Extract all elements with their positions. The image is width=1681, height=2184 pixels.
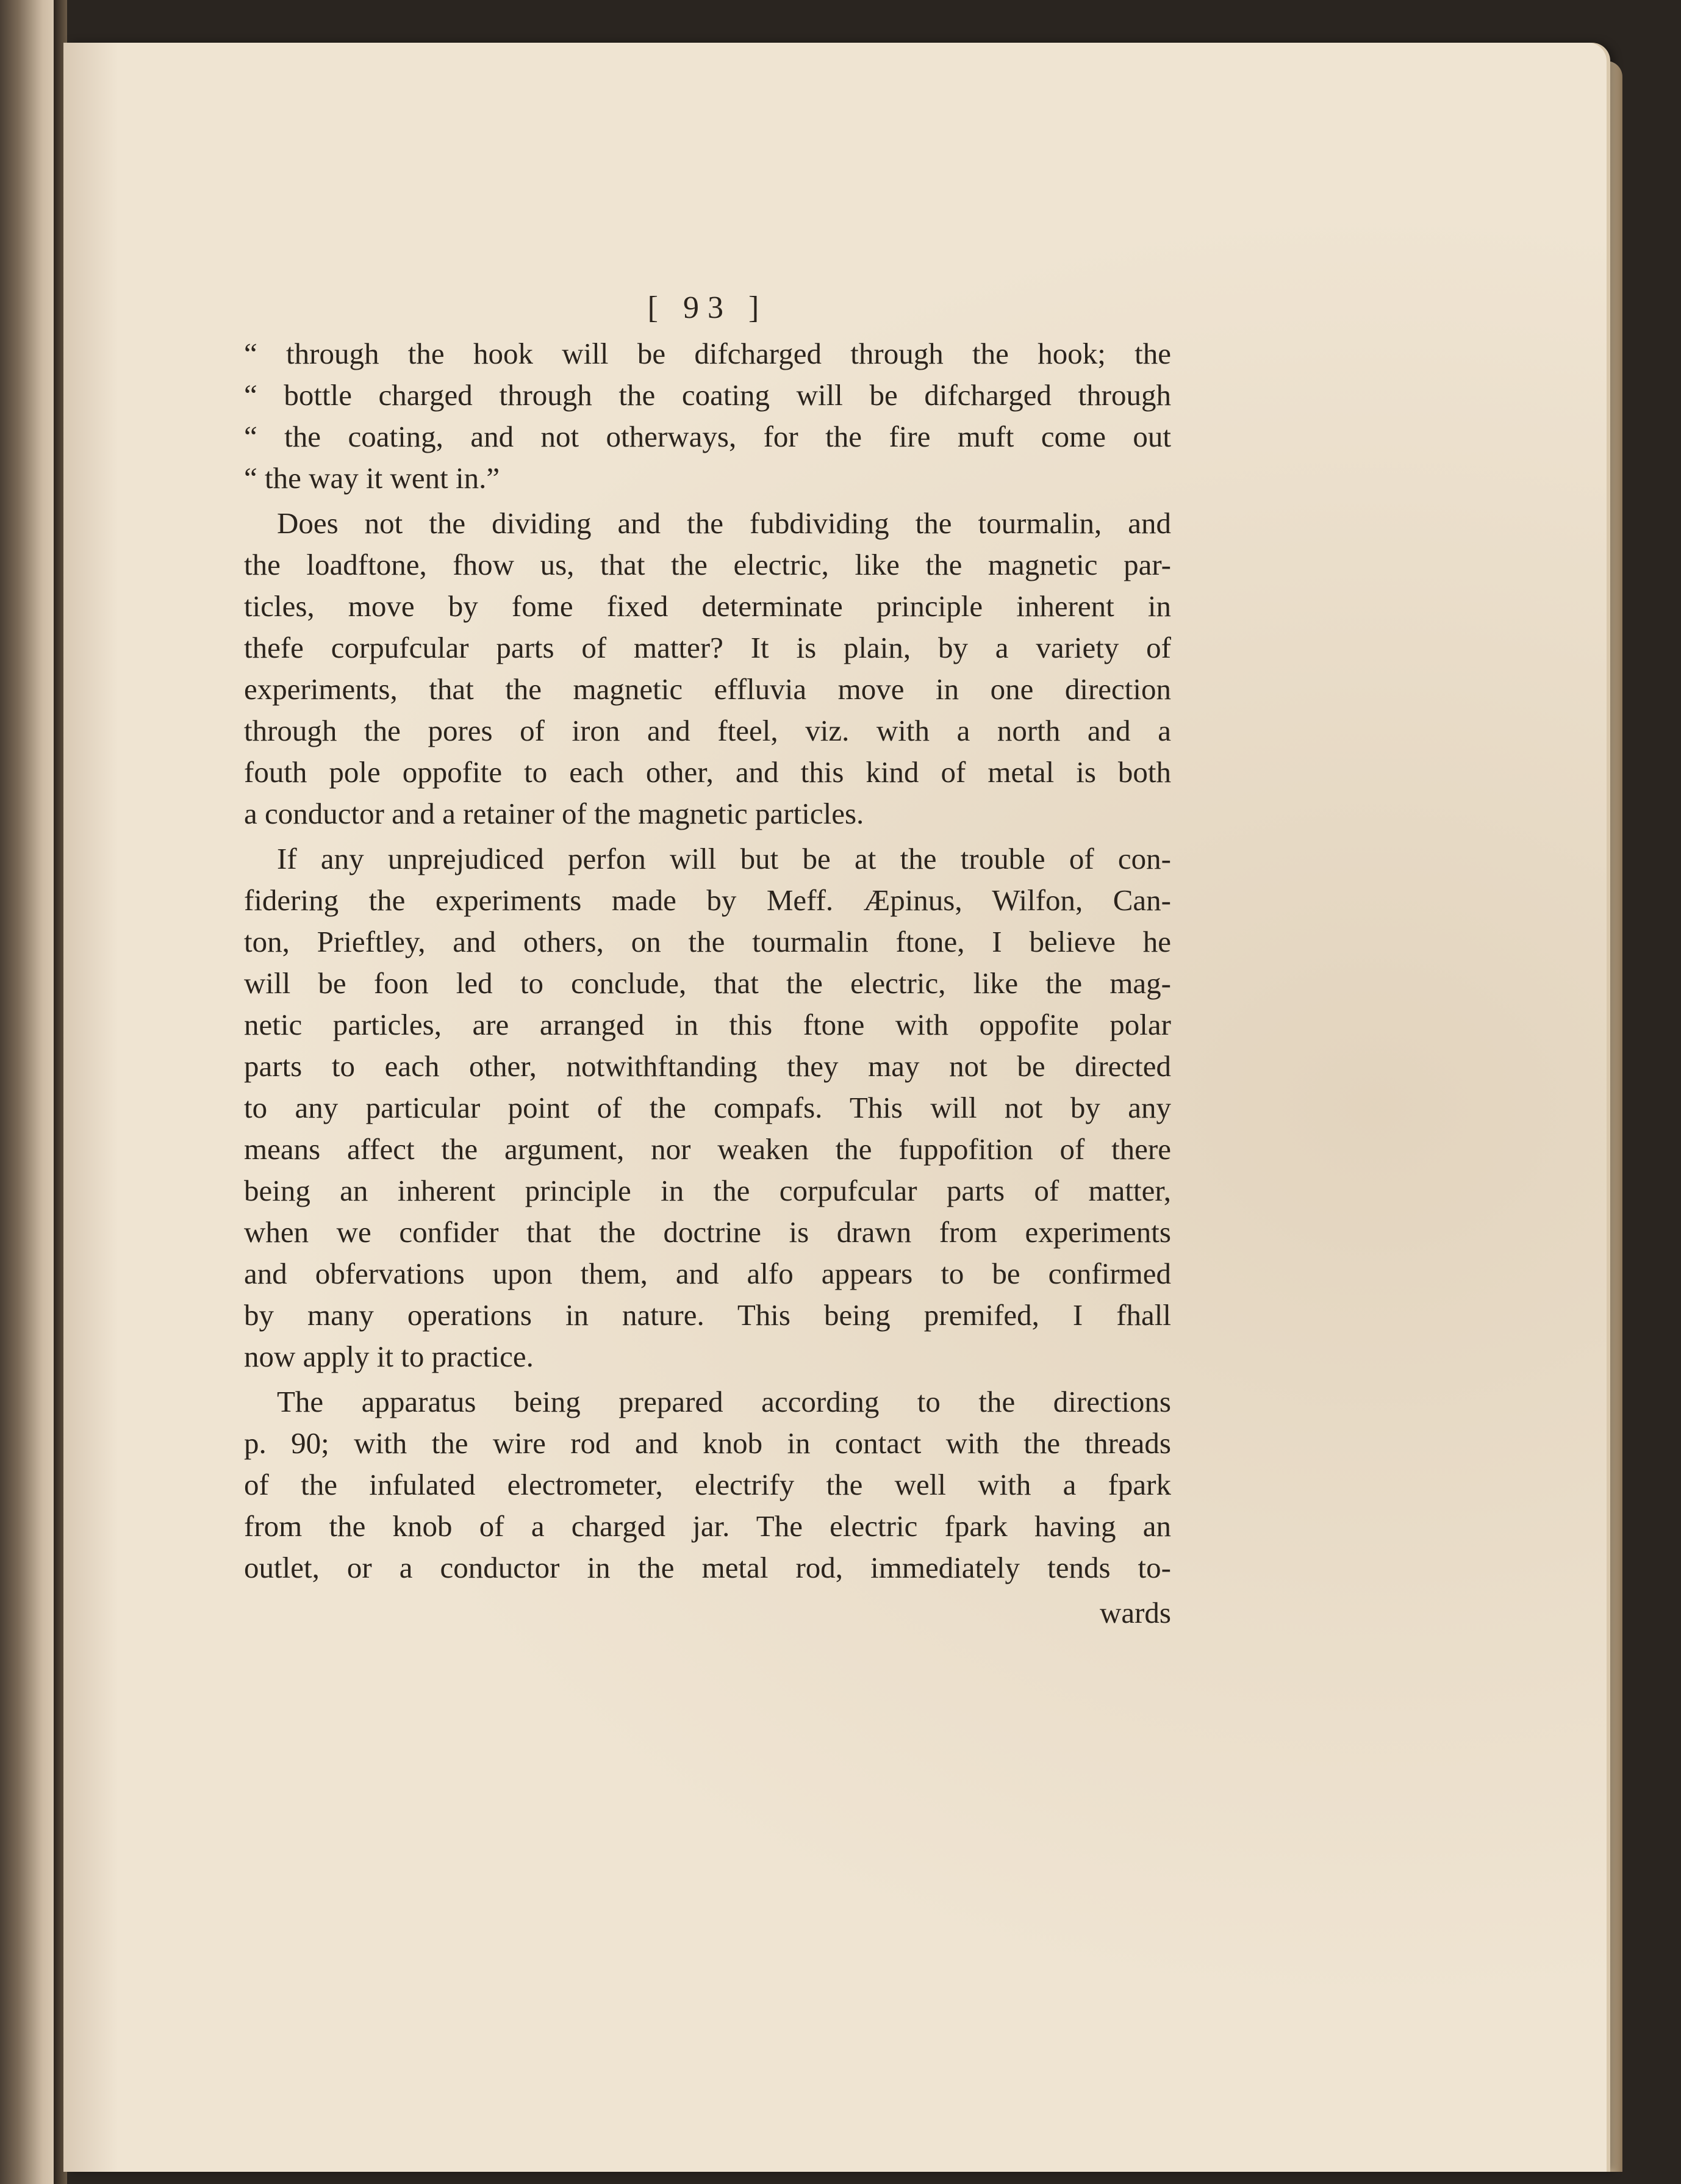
text-line: to any particular point of the compafs. This will not by any [244, 1091, 1171, 1124]
text-line: will be foon led to conclude, that the electric, like the mag- [244, 966, 1171, 1000]
paragraph-experiments [244, 838, 1171, 1378]
text-line: thefe corpufcular parts of matter? It is plain, by a variety of [244, 631, 1171, 664]
text-line: The apparatus being prepared according to the directions [277, 1385, 1171, 1418]
text-line: ton, Prieftley, and others, on the tourmalin ftone, I believe he [244, 925, 1171, 958]
text-line: “ the coating, and not otherways, for the fire muft come out [244, 420, 1171, 453]
text-line: by many operations in nature. This being premifed, I fhall [244, 1298, 1171, 1332]
text-line: parts to each other, notwithftanding they may not be directed [244, 1049, 1171, 1083]
text-line: and obfervations upon them, and alfo appears to be confirmed [244, 1257, 1171, 1290]
text-line: experiments, that the magnetic effluvia move in one direction [244, 672, 1171, 706]
text-line: fouth pole oppofite to each other, and this kind of metal is both [244, 755, 1171, 789]
text-line: netic particles, are arranged in this ftone with oppofite polar [244, 1008, 1171, 1041]
text-line: fidering the experiments made by Meff. Æpinus, Wilfon, Can- [244, 883, 1171, 917]
text-line: a conductor and a retainer of the magnetic particles. [244, 797, 864, 830]
text-line: of the infulated electrometer, electrify the well with a fpark [244, 1468, 1171, 1501]
paragraph-apparatus [244, 1381, 1171, 1589]
text-line: “ bottle charged through the coating will be difcharged through [244, 378, 1171, 412]
text-line: “ the way it went in.” [244, 461, 500, 495]
text-line: outlet, or a conductor in the metal rod, immediately tends to- [244, 1551, 1171, 1584]
text-line: through the pores of iron and fteel, viz. with a north and a [244, 714, 1171, 747]
page-text [244, 287, 1171, 1634]
text-line: If any unprejudiced perfon will but be at the trouble of con- [277, 842, 1171, 875]
text-line: means affect the argument, nor weaken the fuppofition of there [244, 1132, 1171, 1166]
text-line: the loadftone, fhow us, that the electric, like the magnetic par- [244, 548, 1171, 581]
text-line: ticles, move by fome fixed determinate principle inherent in [244, 589, 1171, 623]
text-line: when we confider that the doctrine is drawn from experiments [244, 1215, 1171, 1249]
catchword: wards [1099, 1596, 1171, 1629]
text-line: being an inherent principle in the corpufcular parts of matter, [244, 1174, 1171, 1207]
text-line: now apply it to practice. [244, 1340, 534, 1373]
page-number: [ 93 ] [647, 290, 768, 325]
text-line: Does not the dividing and the fubdividing the tourmalin, and [277, 506, 1171, 540]
paragraph-tourmalin [244, 503, 1171, 835]
text-line: p. 90; with the wire rod and knob in contact with the threads [244, 1426, 1171, 1460]
text-line: from the knob of a charged jar. The electric fpark having an [244, 1509, 1171, 1543]
paragraph-quote [244, 333, 1171, 499]
text-line: “ through the hook will be difcharged through the hook; the [244, 337, 1171, 370]
